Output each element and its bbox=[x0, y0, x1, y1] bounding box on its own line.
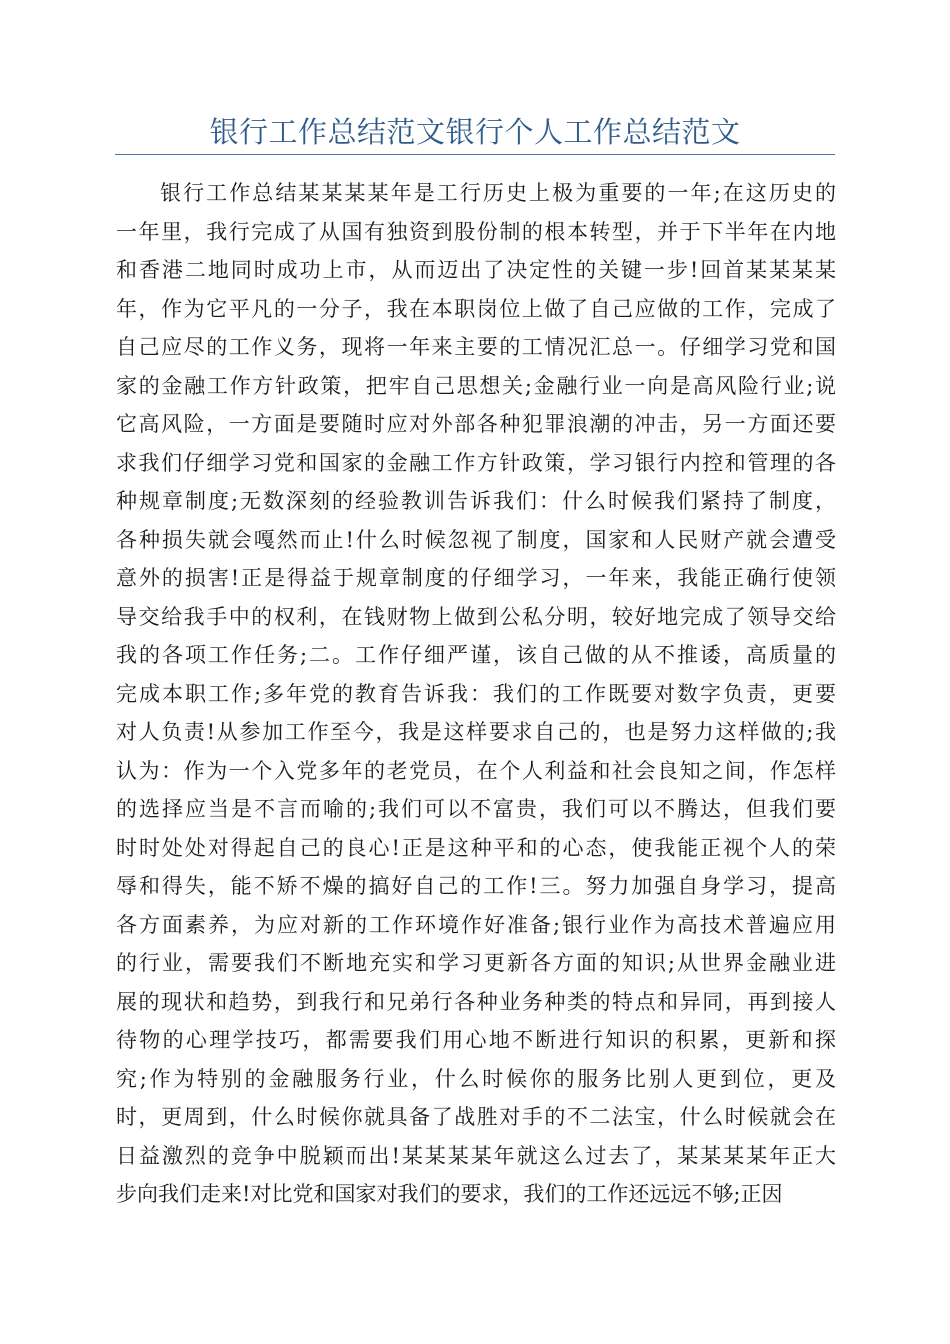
body-line: 导交给我手中的权利，在钱财物上做到公私分明，较好地完成了领导交给 bbox=[116, 604, 836, 629]
body-line: 家的金融工作方针政策，把牢自己思想关;金融行业一向是高风险行业;说 bbox=[116, 373, 836, 398]
body-line: 的选择应当是不言而喻的;我们可以不富贵，我们可以不腾达，但我们要 bbox=[116, 797, 836, 821]
body-line: 和香港二地同时成功上市，从而迈出了决定性的关键一步!回首某某某某 bbox=[116, 258, 836, 282]
body-line: 展的现状和趋势，到我行和兄弟行各种业务种类的特点和异同，再到接人 bbox=[116, 989, 836, 1014]
body-line: 年，作为它平凡的一分子，我在本职岗位上做了自己应做的工作，完成了 bbox=[116, 296, 836, 321]
body-line: 辱和得失，能不矫不燥的搞好自己的工作!三。努力加强自身学习，提高 bbox=[116, 874, 836, 898]
body-line: 认为：作为一个入党多年的老党员，在个人利益和社会良知之间，作怎样 bbox=[116, 758, 836, 783]
body-line: 银行工作总结某某某某年是工行历史上极为重要的一年;在这历史的 bbox=[160, 181, 836, 205]
body-line: 步向我们走来!对比党和国家对我们的要求，我们的工作还远远不够;正因 bbox=[116, 1182, 783, 1206]
body-line: 各方面素养，为应对新的工作环境作好准备;银行业作为高技术普遍应用 bbox=[116, 912, 836, 937]
body-line: 的行业，需要我们不断地充实和学习更新各方面的知识;从世界金融业进 bbox=[116, 951, 836, 975]
body-line: 日益激烈的竞争中脱颖而出!某某某某年就这么过去了，某某某某年正大 bbox=[116, 1143, 836, 1168]
body-line: 我的各项工作任务;二。工作仔细严谨，该自己做的从不推诿，高质量的 bbox=[116, 643, 836, 667]
body-line: 意外的损害!正是得益于规章制度的仔细学习，一年来，我能正确行使领 bbox=[116, 566, 836, 590]
body-line: 时时处处对得起自己的良心!正是这种平和的心态，使我能正视个人的荣 bbox=[116, 835, 836, 860]
body-line: 各种损失就会嘎然而止!什么时候忽视了制度，国家和人民财产就会遭受 bbox=[116, 527, 836, 552]
body-line: 它高风险，一方面是要随时应对外部各种犯罪浪潮的冲击，另一方面还要 bbox=[116, 412, 836, 436]
body-line: 究;作为特别的金融服务行业，什么时候你的服务比别人更到位，更及 bbox=[116, 1066, 836, 1091]
body-line: 一年里，我行完成了从国有独资到股份制的根本转型，并于下半年在内地 bbox=[116, 219, 836, 244]
body-line: 完成本职工作;多年党的教育告诉我：我们的工作既要对数字负责，更要 bbox=[116, 681, 836, 706]
body-line: 求我们仔细学习党和国家的金融工作方针政策，学习银行内控和管理的各 bbox=[116, 450, 836, 475]
body-line: 时，更周到，什么时候你就具备了战胜对手的不二法宝，什么时候就会在 bbox=[116, 1105, 836, 1129]
document-title: 银行工作总结范文银行个人工作总结范文 bbox=[209, 115, 741, 149]
body-line: 自己应尽的工作义务，现将一年来主要的工情况汇总一。仔细学习党和国 bbox=[116, 335, 836, 359]
body-line: 种规章制度;无数深刻的经验教训告诉我们：什么时候我们紧持了制度， bbox=[116, 489, 836, 513]
title-underline bbox=[115, 154, 835, 155]
body-line: 待物的心理学技巧，都需要我们用心地不断进行知识的积累，更新和探 bbox=[116, 1028, 836, 1052]
document-body bbox=[116, 174, 836, 1214]
body-line: 对人负责!从参加工作至今，我是这样要求自己的，也是努力这样做的;我 bbox=[116, 720, 836, 744]
